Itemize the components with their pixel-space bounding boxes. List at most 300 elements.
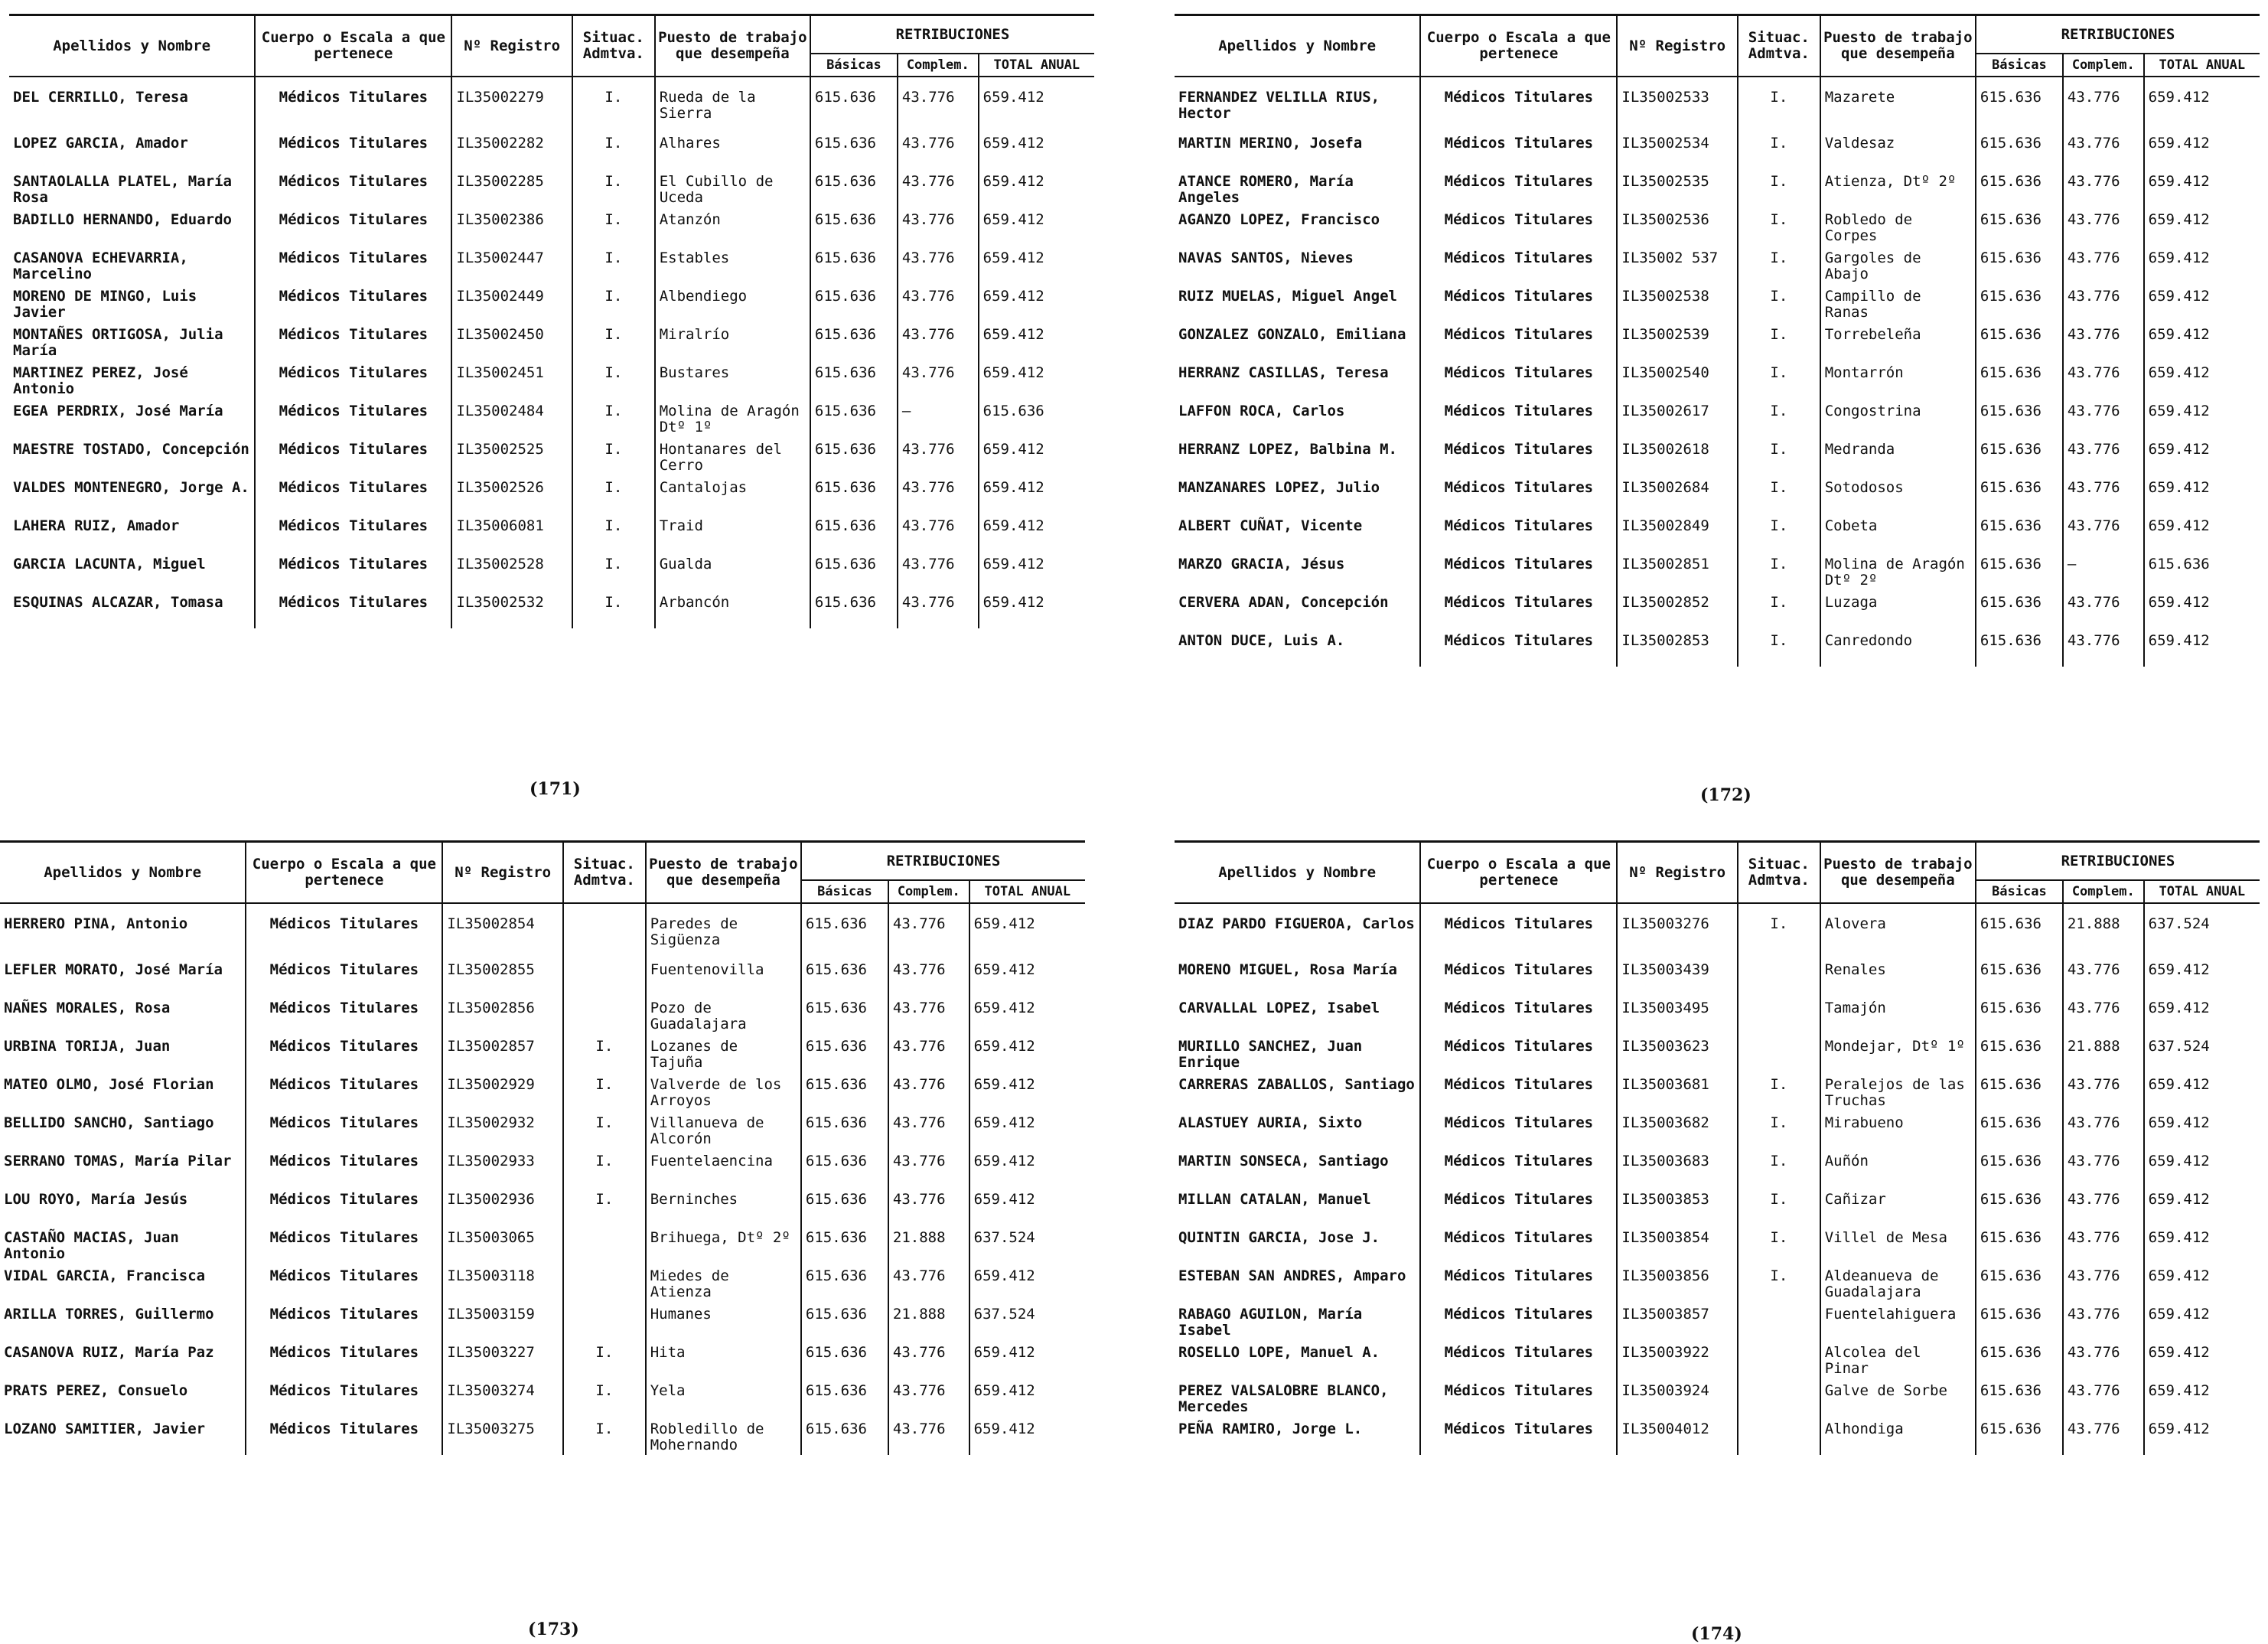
- table-row: [1175, 131, 2260, 169]
- header-total: TOTAL ANUAL: [2144, 54, 2260, 77]
- cell-nombre: VIDAL GARCIA, Francisca: [4, 1267, 206, 1284]
- cell-situacion: I.: [1738, 628, 1820, 667]
- cell-puesto: Sotodosos: [1820, 475, 1976, 514]
- header-complem: Complem.: [2063, 880, 2144, 903]
- table-row: [9, 514, 1094, 552]
- cell-cuerpo: Médicos Titulares: [1420, 903, 1617, 957]
- cell-registro: IL35002386: [451, 207, 572, 246]
- cell-basicas: 615.636: [1976, 1187, 2063, 1225]
- cell-situacion: [1738, 1417, 1820, 1455]
- cell-registro: IL35003623: [1617, 1034, 1738, 1072]
- cell-registro: IL35003274: [442, 1378, 563, 1417]
- cell-complem: 43.776: [898, 514, 979, 552]
- cell-registro: IL35006081: [451, 514, 572, 552]
- cell-registro: IL35003856: [1617, 1264, 1738, 1302]
- cell-complem: 43.776: [2063, 284, 2144, 322]
- cell-registro: IL35003854: [1617, 1225, 1738, 1264]
- cell-cuerpo: Médicos Titulares: [246, 1034, 442, 1072]
- cell-cuerpo: Médicos Titulares: [1420, 1340, 1617, 1378]
- cell-complem: 43.776: [888, 1340, 969, 1378]
- cell-puesto: Alovera: [1820, 903, 1976, 957]
- cell-puesto: Miedes de Atienza: [646, 1264, 801, 1302]
- cell-puesto: Auñón: [1820, 1149, 1976, 1187]
- cell-complem: 43.776: [898, 590, 979, 628]
- page-number: (172): [1700, 785, 1752, 805]
- cell-total: 659.412: [969, 996, 1085, 1034]
- cell-registro: IL35003159: [442, 1302, 563, 1340]
- cell-total: 637.524: [969, 1302, 1085, 1340]
- cell-registro: IL35002282: [451, 131, 572, 169]
- cell-situacion: [563, 1264, 646, 1302]
- cell-situacion: I.: [572, 131, 655, 169]
- cell-total: 637.524: [2144, 1034, 2260, 1072]
- cell-puesto: Renales: [1820, 957, 1976, 996]
- table-row: [1175, 399, 2260, 437]
- table-header: [9, 15, 1094, 77]
- cell-cuerpo: Médicos Titulares: [246, 1187, 442, 1225]
- cell-puesto: Peralejos de las Truchas: [1820, 1072, 1976, 1111]
- cell-basicas: 615.636: [1976, 1264, 2063, 1302]
- cell-puesto: Hontanares del Cerro: [655, 437, 810, 475]
- cell-complem: 21.888: [2063, 1034, 2144, 1072]
- cell-cuerpo: Médicos Titulares: [246, 1111, 442, 1149]
- cell-puesto: Villel de Mesa: [1820, 1225, 1976, 1264]
- header-cuerpo: Cuerpo o Escala a que pertenece: [246, 842, 442, 904]
- cell-complem: 43.776: [2063, 131, 2144, 169]
- cell-total: 659.412: [979, 77, 1094, 131]
- cell-complem: 43.776: [888, 957, 969, 996]
- cell-registro: IL35002449: [451, 284, 572, 322]
- cell-cuerpo: Médicos Titulares: [255, 131, 451, 169]
- cell-total: 659.412: [2144, 1264, 2260, 1302]
- cell-cuerpo: Médicos Titulares: [1420, 77, 1617, 131]
- cell-puesto: Miralrío: [655, 322, 810, 360]
- cell-complem: 43.776: [2063, 169, 2144, 207]
- cell-registro: IL35003681: [1617, 1072, 1738, 1111]
- cell-situacion: [563, 957, 646, 996]
- cell-nombre: SANTAOLALLA PLATEL, María Rosa: [13, 173, 232, 206]
- cell-cuerpo: Médicos Titulares: [246, 903, 442, 957]
- cell-cuerpo: Médicos Titulares: [1420, 322, 1617, 360]
- cell-registro: IL35002617: [1617, 399, 1738, 437]
- cell-complem: 43.776: [2063, 322, 2144, 360]
- salary-table-174: [1175, 840, 2260, 1455]
- cell-situacion: I.: [1738, 399, 1820, 437]
- cell-total: 659.412: [979, 514, 1094, 552]
- cell-nombre: MONTAÑES ORTIGOSA, Julia María: [13, 326, 223, 359]
- cell-registro: IL35002857: [442, 1034, 563, 1072]
- cell-basicas: 615.636: [1976, 437, 2063, 475]
- header-puesto: Puesto de trabajo que desempeña: [655, 15, 810, 77]
- cell-nombre: CASTAÑO MACIAS, Juan Antonio: [4, 1229, 179, 1262]
- cell-basicas: 615.636: [1976, 628, 2063, 667]
- cell-basicas: 615.636: [1976, 77, 2063, 131]
- cell-puesto: Pozo de Guadalajara: [646, 996, 801, 1034]
- cell-situacion: [1738, 1378, 1820, 1417]
- cell-complem: 43.776: [2063, 77, 2144, 131]
- cell-total: 659.412: [969, 1072, 1085, 1111]
- cell-nombre: VALDES MONTENEGRO, Jorge A.: [13, 479, 249, 496]
- cell-cuerpo: Médicos Titulares: [255, 77, 451, 131]
- cell-situacion: I.: [572, 284, 655, 322]
- cell-complem: 43.776: [2063, 1225, 2144, 1264]
- cell-nombre: ESTEBAN SAN ANDRES, Amparo: [1178, 1267, 1406, 1284]
- cell-situacion: I.: [1738, 1111, 1820, 1149]
- cell-basicas: 615.636: [1976, 475, 2063, 514]
- cell-total: 659.412: [969, 1417, 1085, 1455]
- cell-situacion: I.: [1738, 207, 1820, 246]
- table-row: [1175, 360, 2260, 399]
- table-row: [1175, 246, 2260, 284]
- cell-complem: 43.776: [2063, 1111, 2144, 1149]
- cell-puesto: Bustares: [655, 360, 810, 399]
- records-table: [9, 14, 1094, 628]
- cell-total: 659.412: [2144, 1187, 2260, 1225]
- cell-total: 659.412: [969, 1034, 1085, 1072]
- table-row: [0, 1149, 1085, 1187]
- header-nombre: Apellidos y Nombre: [0, 842, 246, 904]
- cell-cuerpo: Médicos Titulares: [246, 1302, 442, 1340]
- cell-cuerpo: Médicos Titulares: [255, 207, 451, 246]
- cell-basicas: 615.636: [1976, 1111, 2063, 1149]
- salary-table-171: [9, 14, 1094, 628]
- cell-basicas: 615.636: [810, 360, 898, 399]
- cell-situacion: I.: [1738, 514, 1820, 552]
- cell-situacion: [1738, 1034, 1820, 1072]
- cell-total: 659.412: [969, 1378, 1085, 1417]
- cell-situacion: I.: [572, 77, 655, 131]
- cell-situacion: I.: [1738, 284, 1820, 322]
- header-nombre: Apellidos y Nombre: [1175, 15, 1420, 77]
- header-cuerpo: Cuerpo o Escala a que pertenece: [255, 15, 451, 77]
- cell-nombre: EGEA PERDRIX, José María: [13, 403, 223, 419]
- table-row: [1175, 996, 2260, 1034]
- cell-situacion: I.: [1738, 552, 1820, 590]
- records-table: [0, 840, 1085, 1455]
- cell-basicas: 615.636: [810, 437, 898, 475]
- cell-registro: IL35002856: [442, 996, 563, 1034]
- cell-basicas: 615.636: [801, 1264, 888, 1302]
- table-row: [9, 284, 1094, 322]
- cell-registro: IL35002285: [451, 169, 572, 207]
- cell-complem: 43.776: [898, 552, 979, 590]
- cell-total: 659.412: [979, 360, 1094, 399]
- cell-cuerpo: Médicos Titulares: [1420, 284, 1617, 322]
- cell-nombre: BADILLO HERNANDO, Eduardo: [13, 211, 232, 228]
- cell-basicas: 615.636: [1976, 1302, 2063, 1340]
- cell-basicas: 615.636: [1976, 1034, 2063, 1072]
- cell-registro: IL35004012: [1617, 1417, 1738, 1455]
- cell-nombre: MILLAN CATALAN, Manuel: [1178, 1191, 1371, 1208]
- table-row: [1175, 322, 2260, 360]
- table-row: [1175, 514, 2260, 552]
- cell-basicas: 615.636: [1976, 1417, 2063, 1455]
- cell-basicas: 615.636: [1976, 399, 2063, 437]
- cell-puesto: Robledillo de Mohernando: [646, 1417, 801, 1455]
- cell-cuerpo: Médicos Titulares: [1420, 1302, 1617, 1340]
- cell-cuerpo: Médicos Titulares: [255, 360, 451, 399]
- cell-nombre: ANTON DUCE, Luis A.: [1178, 632, 1345, 649]
- cell-total: 615.636: [2144, 552, 2260, 590]
- cell-puesto: Paredes de Sigüenza: [646, 903, 801, 957]
- cell-total: 659.412: [2144, 1225, 2260, 1264]
- cell-cuerpo: Médicos Titulares: [246, 1264, 442, 1302]
- cell-situacion: [1738, 996, 1820, 1034]
- cell-nombre: SERRANO TOMAS, María Pilar: [4, 1153, 232, 1169]
- cell-nombre: GARCIA LACUNTA, Miguel: [13, 556, 206, 572]
- cell-nombre: HERRANZ LOPEZ, Balbina M.: [1178, 441, 1397, 458]
- salary-table-173: [0, 840, 1085, 1455]
- cell-basicas: 615.636: [1976, 1378, 2063, 1417]
- cell-complem: 43.776: [2063, 360, 2144, 399]
- cell-cuerpo: Médicos Titulares: [255, 437, 451, 475]
- cell-nombre: MORENO DE MINGO, Luis Javier: [13, 288, 197, 321]
- cell-complem: 43.776: [2063, 1149, 2144, 1187]
- cell-registro: IL35002484: [451, 399, 572, 437]
- cell-basicas: 615.636: [1976, 996, 2063, 1034]
- cell-puesto: Rueda de la Sierra: [655, 77, 810, 131]
- header-situacion: Situac. Admtva.: [1738, 15, 1820, 77]
- cell-total: 659.412: [2144, 360, 2260, 399]
- cell-cuerpo: Médicos Titulares: [1420, 1187, 1617, 1225]
- cell-nombre: PRATS PEREZ, Consuelo: [4, 1382, 188, 1399]
- cell-basicas: 615.636: [801, 1378, 888, 1417]
- table-row: [0, 1111, 1085, 1149]
- cell-basicas: 615.636: [801, 996, 888, 1034]
- cell-registro: IL35003682: [1617, 1111, 1738, 1149]
- cell-total: 659.412: [2144, 957, 2260, 996]
- cell-nombre: LOPEZ GARCIA, Amador: [13, 135, 188, 152]
- cell-total: 659.412: [979, 437, 1094, 475]
- cell-situacion: I.: [572, 169, 655, 207]
- header-retribuciones: RETRIBUCIONES: [1976, 15, 2260, 54]
- cell-complem: 43.776: [2063, 957, 2144, 996]
- header-situacion: Situac. Admtva.: [563, 842, 646, 904]
- cell-registro: IL35002851: [1617, 552, 1738, 590]
- table-header: [1175, 15, 2260, 77]
- cell-situacion: [563, 1225, 646, 1264]
- table-row: [1175, 1264, 2260, 1302]
- cell-cuerpo: Médicos Titulares: [246, 1225, 442, 1264]
- table-row: [1175, 1340, 2260, 1378]
- header-retribuciones: RETRIBUCIONES: [1976, 842, 2260, 881]
- cell-basicas: 615.636: [810, 590, 898, 628]
- cell-cuerpo: Médicos Titulares: [1420, 1417, 1617, 1455]
- cell-complem: 43.776: [2063, 475, 2144, 514]
- table-row: [0, 1225, 1085, 1264]
- cell-complem: 43.776: [2063, 437, 2144, 475]
- table-row: [1175, 284, 2260, 322]
- cell-puesto: Hita: [646, 1340, 801, 1378]
- cell-puesto: Cantalojas: [655, 475, 810, 514]
- cell-registro: IL35002279: [451, 77, 572, 131]
- cell-basicas: 615.636: [810, 284, 898, 322]
- cell-cuerpo: Médicos Titulares: [246, 1340, 442, 1378]
- cell-total: 659.412: [969, 903, 1085, 957]
- cell-complem: 43.776: [898, 322, 979, 360]
- cell-situacion: I.: [563, 1187, 646, 1225]
- cell-total: 659.412: [979, 552, 1094, 590]
- table-row: [0, 1034, 1085, 1072]
- cell-situacion: I.: [1738, 1149, 1820, 1187]
- cell-situacion: I.: [563, 1072, 646, 1111]
- table-row: [1175, 475, 2260, 514]
- cell-complem: 43.776: [898, 360, 979, 399]
- cell-cuerpo: Médicos Titulares: [1420, 169, 1617, 207]
- header-complem: Complem.: [2063, 54, 2144, 77]
- table-row: [1175, 552, 2260, 590]
- cell-puesto: Congostrina: [1820, 399, 1976, 437]
- cell-total: 659.412: [2144, 169, 2260, 207]
- cell-total: 659.412: [2144, 131, 2260, 169]
- cell-nombre: URBINA TORIJA, Juan: [4, 1038, 171, 1055]
- table-row: [1175, 1302, 2260, 1340]
- cell-cuerpo: Médicos Titulares: [255, 399, 451, 437]
- table-row: [1175, 1072, 2260, 1111]
- cell-nombre: MURILLO SANCHEZ, Juan Enrique: [1178, 1038, 1363, 1071]
- cell-total: 659.412: [979, 131, 1094, 169]
- cell-registro: IL35003118: [442, 1264, 563, 1302]
- cell-total: 659.412: [2144, 1340, 2260, 1378]
- cell-complem: 43.776: [2063, 628, 2144, 667]
- cell-total: 659.412: [979, 284, 1094, 322]
- cell-basicas: 615.636: [810, 514, 898, 552]
- cell-total: 615.636: [979, 399, 1094, 437]
- cell-situacion: I.: [1738, 903, 1820, 957]
- cell-situacion: I.: [1738, 322, 1820, 360]
- cell-nombre: ARILLA TORRES, Guillermo: [4, 1306, 214, 1323]
- table-row: [1175, 77, 2260, 131]
- cell-puesto: Torrebeleña: [1820, 322, 1976, 360]
- header-total: TOTAL ANUAL: [2144, 880, 2260, 903]
- cell-basicas: 615.636: [801, 1187, 888, 1225]
- cell-registro: IL35002535: [1617, 169, 1738, 207]
- cell-basicas: 615.636: [810, 131, 898, 169]
- table-row: [0, 1264, 1085, 1302]
- cell-puesto: Cañizar: [1820, 1187, 1976, 1225]
- cell-cuerpo: Médicos Titulares: [1420, 1264, 1617, 1302]
- cell-registro: IL35003924: [1617, 1378, 1738, 1417]
- cell-cuerpo: Médicos Titulares: [1420, 996, 1617, 1034]
- cell-basicas: 615.636: [810, 207, 898, 246]
- header-registro: Nº Registro: [442, 842, 563, 904]
- header-puesto: Puesto de trabajo que desempeña: [646, 842, 801, 904]
- cell-nombre: CARRERAS ZABALLOS, Santiago: [1178, 1076, 1415, 1093]
- cell-puesto: Fuentelaencina: [646, 1149, 801, 1187]
- cell-registro: IL35002540: [1617, 360, 1738, 399]
- cell-situacion: I.: [572, 437, 655, 475]
- cell-total: 659.412: [969, 1111, 1085, 1149]
- header-basicas: Básicas: [1976, 880, 2063, 903]
- cell-total: 659.412: [969, 1264, 1085, 1302]
- table-row: [1175, 628, 2260, 667]
- cell-registro: IL35002855: [442, 957, 563, 996]
- header-retribuciones: RETRIBUCIONES: [810, 15, 1094, 54]
- table-row: [0, 957, 1085, 996]
- cell-complem: 43.776: [898, 437, 979, 475]
- cell-registro: IL35002450: [451, 322, 572, 360]
- cell-complem: 43.776: [2063, 1072, 2144, 1111]
- cell-complem: 43.776: [2063, 1302, 2144, 1340]
- cell-total: 659.412: [969, 1187, 1085, 1225]
- cell-total: 659.412: [2144, 1378, 2260, 1417]
- cell-situacion: I.: [563, 1149, 646, 1187]
- cell-puesto: Cobeta: [1820, 514, 1976, 552]
- header-complem: Complem.: [898, 54, 979, 77]
- cell-puesto: Villanueva de Alcorón: [646, 1111, 801, 1149]
- table-row: [1175, 1034, 2260, 1072]
- cell-registro: IL35003227: [442, 1340, 563, 1378]
- table-body: [0, 903, 1085, 1455]
- cell-registro: IL35003683: [1617, 1149, 1738, 1187]
- cell-complem: 43.776: [2063, 514, 2144, 552]
- cell-basicas: 615.636: [1976, 552, 2063, 590]
- cell-puesto: Brihuega, Dtº 2º: [646, 1225, 801, 1264]
- cell-puesto: Montarrón: [1820, 360, 1976, 399]
- cell-basicas: 615.636: [810, 169, 898, 207]
- cell-cuerpo: Médicos Titulares: [1420, 246, 1617, 284]
- cell-cuerpo: Médicos Titulares: [1420, 131, 1617, 169]
- table-row: [9, 437, 1094, 475]
- cell-situacion: I.: [1738, 77, 1820, 131]
- cell-complem: 43.776: [898, 169, 979, 207]
- cell-cuerpo: Médicos Titulares: [246, 1149, 442, 1187]
- cell-situacion: [563, 996, 646, 1034]
- cell-puesto: Yela: [646, 1378, 801, 1417]
- cell-total: 659.412: [2144, 590, 2260, 628]
- table-row: [9, 475, 1094, 514]
- cell-nombre: NAÑES MORALES, Rosa: [4, 1000, 171, 1016]
- cell-puesto: Mazarete: [1820, 77, 1976, 131]
- cell-complem: 43.776: [2063, 1187, 2144, 1225]
- cell-situacion: I.: [572, 207, 655, 246]
- cell-puesto: Berninches: [646, 1187, 801, 1225]
- cell-basicas: 615.636: [801, 1302, 888, 1340]
- table-row: [1175, 437, 2260, 475]
- cell-complem: 43.776: [888, 1149, 969, 1187]
- cell-nombre: HERRERO PINA, Antonio: [4, 915, 188, 932]
- cell-nombre: ATANCE ROMERO, María Angeles: [1178, 173, 1354, 206]
- cell-total: 659.412: [2144, 322, 2260, 360]
- cell-total: 659.412: [979, 169, 1094, 207]
- cell-situacion: I.: [563, 1417, 646, 1455]
- cell-nombre: ROSELLO LOPE, Manuel A.: [1178, 1344, 1380, 1361]
- cell-complem: 43.776: [2063, 399, 2144, 437]
- cell-total: 637.524: [969, 1225, 1085, 1264]
- cell-registro: IL35002451: [451, 360, 572, 399]
- cell-situacion: I.: [1738, 475, 1820, 514]
- cell-puesto: Canredondo: [1820, 628, 1976, 667]
- cell-complem: 43.776: [888, 1378, 969, 1417]
- cell-complem: 43.776: [2063, 1378, 2144, 1417]
- cell-cuerpo: Médicos Titulares: [1420, 1378, 1617, 1417]
- cell-registro: IL35002684: [1617, 475, 1738, 514]
- salary-table-172: [1175, 14, 2260, 667]
- cell-total: 659.412: [2144, 246, 2260, 284]
- table-row: [0, 1187, 1085, 1225]
- records-table: [1175, 840, 2260, 1455]
- header-cuerpo: Cuerpo o Escala a que pertenece: [1420, 842, 1617, 904]
- cell-nombre: ALBERT CUÑAT, Vicente: [1178, 517, 1363, 534]
- cell-registro: IL35003853: [1617, 1187, 1738, 1225]
- cell-registro: IL35003065: [442, 1225, 563, 1264]
- cell-basicas: 615.636: [810, 552, 898, 590]
- cell-nombre: RABAGO AGUILON, María Isabel: [1178, 1306, 1363, 1339]
- cell-situacion: I.: [572, 399, 655, 437]
- cell-nombre: PEÑA RAMIRO, Jorge L.: [1178, 1421, 1363, 1437]
- cell-puesto: Arbancón: [655, 590, 810, 628]
- cell-cuerpo: Médicos Titulares: [1420, 1149, 1617, 1187]
